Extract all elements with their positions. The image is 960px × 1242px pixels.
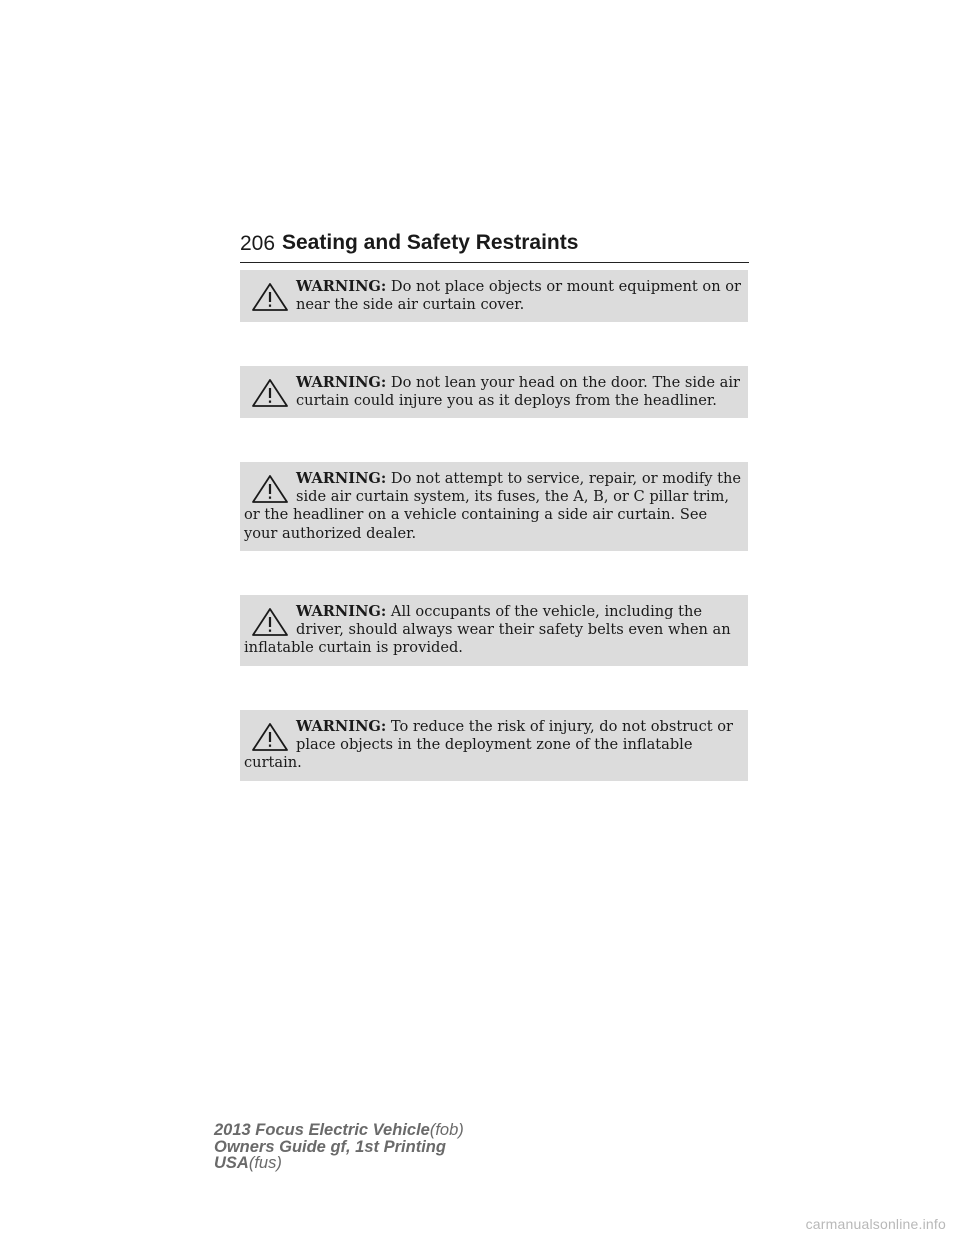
- warning-box: [240, 595, 748, 666]
- warning-triangle-icon: [250, 282, 290, 312]
- warning-label: WARNING:: [296, 603, 387, 620]
- warning-triangle-icon: [250, 474, 290, 504]
- footer-line-model: [214, 1122, 464, 1139]
- watermark: carmanualsonline.info: [805, 1216, 946, 1232]
- page-header: [240, 228, 749, 263]
- footer-guide: Owners Guide gf, 1st Printing: [214, 1137, 446, 1156]
- warning-box: [240, 462, 748, 551]
- warning-text: To reduce the risk of injury, do not obstruct or place objects in the deployment zone of the inflatable curtain.: [244, 718, 734, 772]
- warning-triangle-icon: [250, 607, 290, 637]
- footer-model: 2013 Focus Electric Vehicle: [214, 1121, 430, 1139]
- warning-box: [240, 710, 748, 781]
- warning-text: All occupants of the vehicle, including the driver, should always wear their safety belts even when an inflatable curtain is provided.: [244, 603, 731, 657]
- warning-text: Do not place objects or mount equipment on or near the side air curtain cover.: [296, 278, 742, 314]
- warning-triangle-icon: [250, 722, 290, 752]
- footer-model-code: (fob): [429, 1121, 464, 1139]
- section-title: Seating and Safety Restraints: [282, 231, 579, 254]
- warning-box: [240, 270, 748, 322]
- document-footer: [214, 1122, 464, 1172]
- warning-triangle-icon: [250, 378, 290, 408]
- warning-label: WARNING:: [296, 278, 387, 295]
- warning-text: Do not lean your head on the door. The side air curtain could injure you as it deploys from the headliner.: [296, 374, 740, 410]
- warning-box: [240, 366, 748, 418]
- page-number: 206: [240, 232, 276, 255]
- warning-text: Do not attempt to service, repair, or modify the side air curtain system, its fuses, the A, B, or C pillar trim, or the headliner on a vehicle containing a side air curtain. See your authorized dealer.: [244, 470, 742, 542]
- footer-market: USA: [214, 1154, 249, 1172]
- warning-label: WARNING:: [296, 718, 387, 735]
- footer-line-guide: [214, 1139, 464, 1156]
- footer-line-market: [214, 1155, 464, 1172]
- warning-label: WARNING:: [296, 374, 387, 391]
- footer-market-code: (fus): [248, 1154, 282, 1172]
- warning-label: WARNING:: [296, 470, 387, 487]
